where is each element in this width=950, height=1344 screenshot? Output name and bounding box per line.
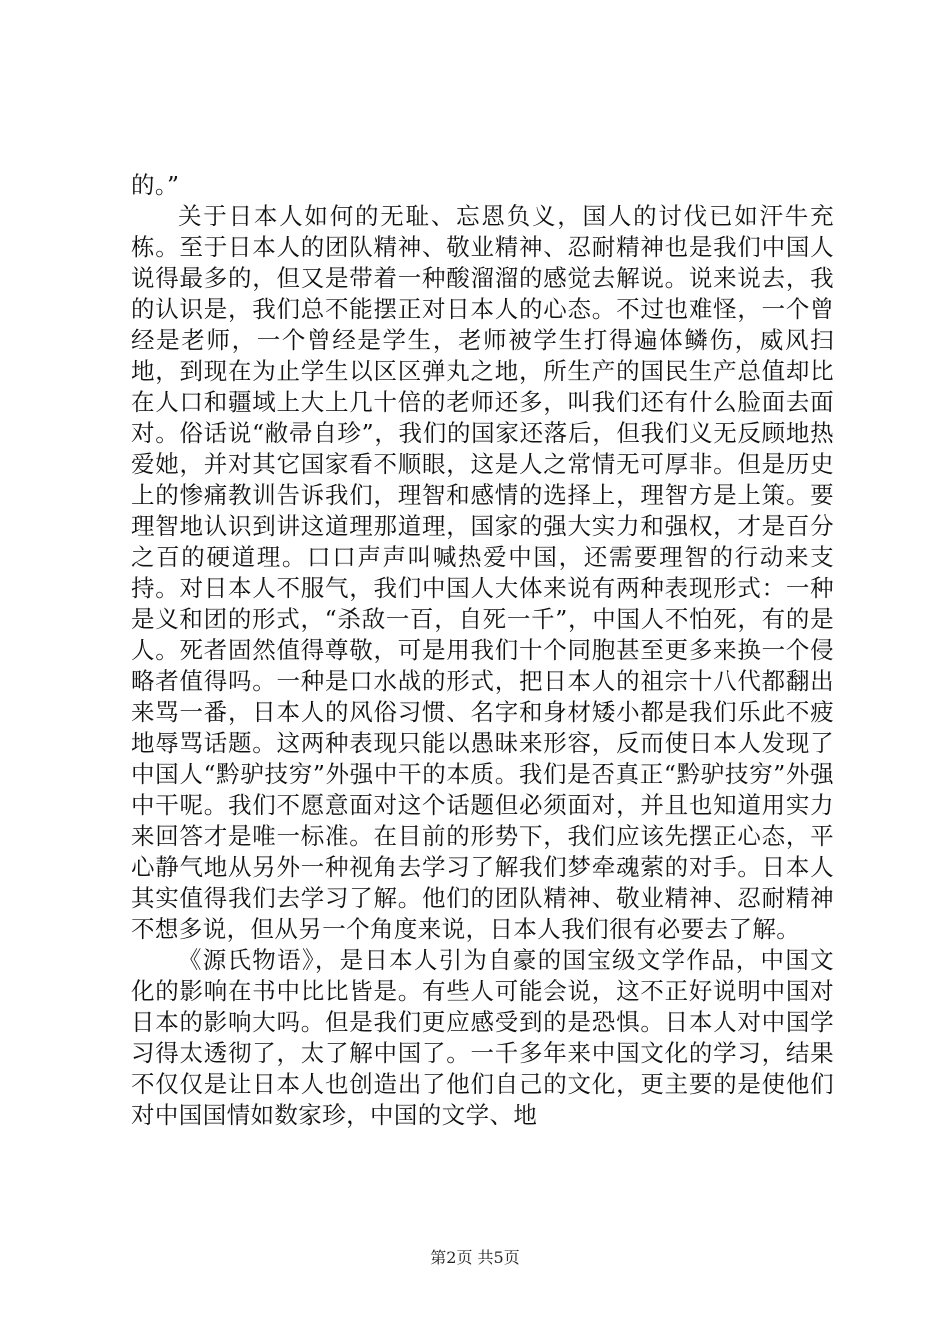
body-text [131, 170, 834, 1131]
paragraph: 关于日本人如何的无耻、忘恩负义，国人的讨伐已如汗牛充栋。至于日本人的团队精神、敬业精神、忍耐精神也是我们中国人说得最多的，但又是带着一种酸溜溜的感觉去解说。说来说去，我的认识是，我们总不能摆正对日本人的心态。不过也难怪，一个曾经是老师，一个曾经是学生，老师被学生打得遍体鳞伤，威风扫地，到现在为止学生以区区弹丸之地，所生产的国民生产总值却比在人口和疆域上大上几十倍的老师还多，叫我们还有什么脸面去面对。俗话说“敝帚自珍”，我们的国家还落后，但我们义无反顾地热爱她，并对其它国家看不顺眼，这是人之常情无可厚非。但是历史上的惨痛教训告诉我们，理智和感情的选择上，理智方是上策。要理智地认识到讲这道理那道理，国家的强大实力和强权，才是百分之百的硬道理。口口声声叫喊热爱中国，还需要理智的行动来支持。对日本人不服气，我们中国人大体来说有两种表现形式：一种是义和团的形式，“杀敌一百，自死一千”，中国人不怕死，有的是人。死者固然值得尊敬，可是用我们十个同胞甚至更多来换一个侵略者值得吗。一种是口水战的形式，把日本人的祖宗十八代都翻出来骂一番，日本人的风俗习惯、名字和身材矮小都是我们乐此不疲地辱骂话题。这两种表现只能以愚昧来形容，反而使日本人发现了中国人“黔驴技穷”外强中干的本质。我们是否真正“黔驴技穷”外强中干呢。我们不愿意面对这个话题但必须面对，并且也知道用实力来回答才是唯一标准。在目前的形势下，我们应该先摆正心态，平心静气地从另外一种视角去学习了解我们梦牵魂萦的对手。日本人其实值得我们去学习了解。他们的团队精神、敬业精神、忍耐精神不想多说，但从另一个角度来说，日本人我们很有必要去了解。 [131, 202, 834, 943]
paragraph-continuation: 的。” [131, 171, 180, 199]
page-number-footer: 第2页 共5页 [430, 1248, 520, 1267]
paragraph: 《源氏物语》，是日本人引为自豪的国宝级文学作品，中国文化的影响在书中比比皆是。有些人可能会说，这不正好说明中国对日本的影响大吗。但是我们更应感受到的是恐惧。日本人对中国学习得太透彻了，太了解中国了。一千多年来中国文化的学习，结果不仅仅是让日本人也创造出了他们自己的文化，更主要的是使他们对中国国情如数家珍，中国的文学、地 [131, 946, 834, 1129]
